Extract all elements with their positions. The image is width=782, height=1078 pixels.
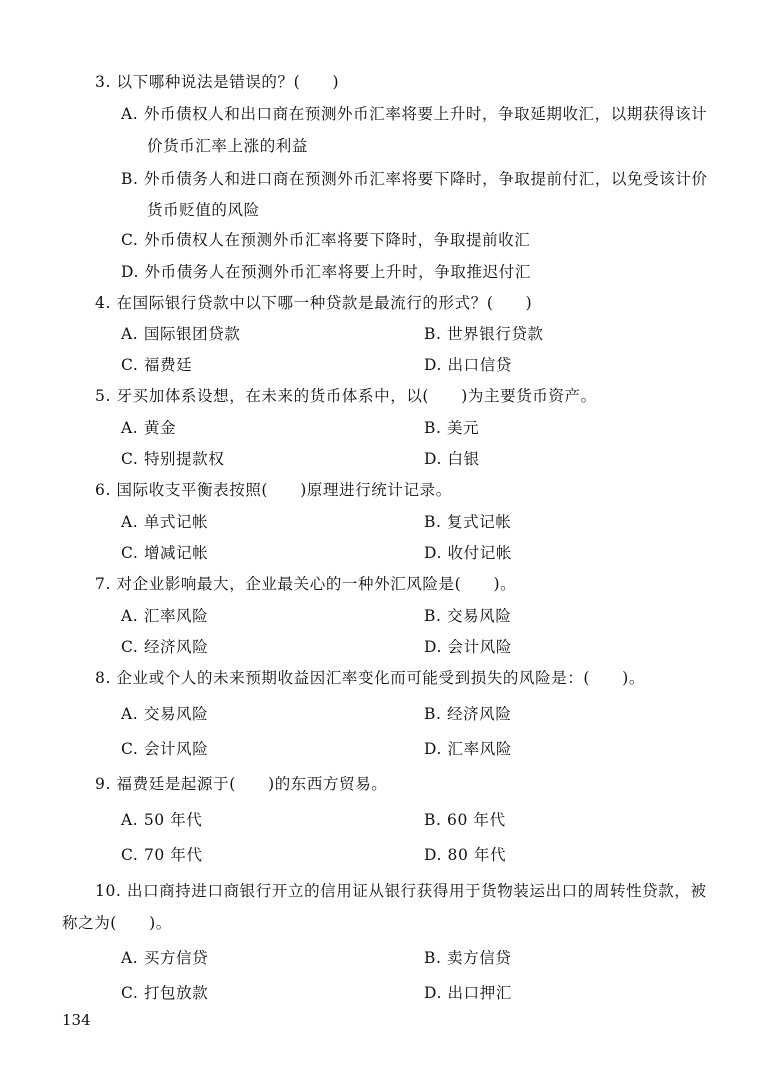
question-9-stem: 9. 福费廷是起源于( )的东西方贸易。 [95,775,388,793]
question-10-stem: 10. 出口商持进口商银行开立的信用证从银行获得用于货物装运出口的周转性贷款，被 [95,882,707,900]
question-6-option-d: D. 收付记帐 [424,544,512,562]
question-3-stem: 3. 以下哪种说法是错误的？( ) [95,73,340,91]
question-3-option-c: C. 外币债权人在预测外币汇率将要下降时，争取提前收汇 [121,231,531,249]
question-10-option-a: A. 买方信贷 [121,949,209,967]
question-9-option-b: B. 60 年代 [424,811,506,829]
question-5-option-a: A. 黄金 [121,419,177,437]
question-10-stem-cont: 称之为( )。 [62,914,172,932]
question-5-option-b: B. 美元 [424,419,480,437]
question-3-option-a: A. 外币债权人和出口商在预测外币汇率将要上升时，争取延期收汇，以期获得该计 [121,105,708,123]
question-8-option-c: C. 会计风险 [121,740,209,758]
question-4-option-c: C. 福费廷 [121,356,193,374]
question-10-option-d: D. 出口押汇 [424,984,512,1002]
question-10-option-c: C. 打包放款 [121,984,209,1002]
question-7-option-b: B. 交易风险 [424,607,512,625]
page-number: 134 [62,1011,91,1029]
question-8-option-a: A. 交易风险 [121,705,209,723]
question-5-stem: 5. 牙买加体系设想，在未来的货币体系中，以( )为主要货币资产。 [95,387,597,405]
question-6-option-c: C. 增减记帐 [121,544,209,562]
question-4-stem: 4. 在国际银行贷款中以下哪一种贷款是最流行的形式？( ) [95,294,533,312]
question-4-option-b: B. 世界银行贷款 [424,325,544,343]
question-8-option-d: D. 汇率风险 [424,740,512,758]
question-5-option-d: D. 白银 [424,450,480,468]
question-3-option-d: D. 外币债务人在预测外币汇率将要上升时，争取推迟付汇 [121,263,531,281]
question-6-stem: 6. 国际收支平衡表按照( )原理进行统计记录。 [95,481,452,499]
question-3-option-b-cont: 货币贬值的风险 [147,201,260,219]
question-3-option-a-cont: 价货币汇率上涨的利益 [147,137,309,155]
question-7-option-a: A. 汇率风险 [121,607,209,625]
question-9-option-c: C. 70 年代 [121,846,203,864]
question-3-option-b: B. 外币债务人和进口商在预测外币汇率将要下降时，争取提前付汇，以免受该计价 [121,170,708,188]
question-7-stem: 7. 对企业影响最大，企业最关心的一种外汇风险是( )。 [95,575,517,593]
question-6-option-a: A. 单式记帐 [121,513,209,531]
question-4-option-d: D. 出口信贷 [424,356,512,374]
question-8-stem: 8. 企业或个人的未来预期收益因汇率变化而可能受到损失的风险是：( )。 [95,669,646,687]
question-4-option-a: A. 国际银团贷款 [121,325,241,343]
question-9-option-d: D. 80 年代 [424,846,507,864]
question-5-option-c: C. 特别提款权 [121,450,225,468]
question-8-option-b: B. 经济风险 [424,705,512,723]
question-7-option-d: D. 会计风险 [424,638,512,656]
question-6-option-b: B. 复式记帐 [424,513,512,531]
question-10-option-b: B. 卖方信贷 [424,949,512,967]
question-9-option-a: A. 50 年代 [121,811,203,829]
question-7-option-c: C. 经济风险 [121,638,209,656]
